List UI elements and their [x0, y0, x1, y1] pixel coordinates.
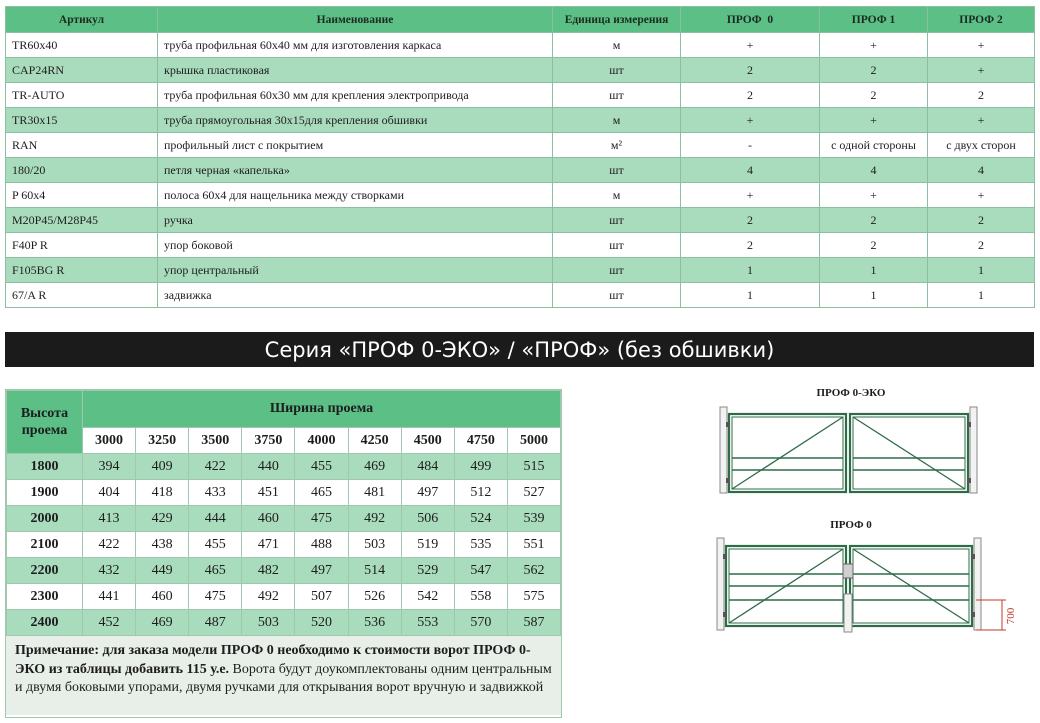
width-value: 3250	[136, 428, 189, 454]
price-cell: 503	[242, 610, 295, 636]
price-row	[7, 610, 561, 636]
height-header-line1: Высота	[20, 406, 69, 421]
gate-latch	[843, 564, 853, 578]
spec-value-cell: +	[681, 183, 820, 208]
price-cell: 570	[454, 610, 507, 636]
price-cell: 465	[295, 480, 348, 506]
spec-name-cell: крышка пластиковая	[158, 58, 553, 83]
gate-drawing-prof0-eko	[716, 402, 986, 497]
spec-header-cell: Наименование	[158, 7, 553, 33]
spec-value-cell: шт	[553, 283, 681, 308]
price-cell: 452	[83, 610, 136, 636]
price-cell: 535	[454, 532, 507, 558]
price-cell: 465	[189, 558, 242, 584]
price-cell: 503	[348, 532, 401, 558]
spec-row	[6, 258, 1035, 283]
price-cell: 514	[348, 558, 401, 584]
price-cell: 497	[401, 480, 454, 506]
spec-name-cell: задвижка	[158, 283, 553, 308]
spec-table	[5, 6, 1035, 308]
spec-value-cell: +	[820, 183, 928, 208]
spec-value-cell: +	[681, 108, 820, 133]
price-cell: 488	[295, 532, 348, 558]
spec-article-cell: TR60x40	[6, 33, 158, 58]
height-value: 2400	[7, 610, 83, 636]
spec-row	[6, 183, 1035, 208]
series-banner: Серия «ПРОФ 0-ЭКО» / «ПРОФ» (без обшивки)	[5, 332, 1034, 367]
price-cell: 455	[295, 454, 348, 480]
price-cell: 536	[348, 610, 401, 636]
height-value: 1800	[7, 454, 83, 480]
price-cell: 444	[189, 506, 242, 532]
price-cell: 484	[401, 454, 454, 480]
width-value: 3500	[189, 428, 242, 454]
price-cell: 515	[507, 454, 560, 480]
price-cell: 575	[507, 584, 560, 610]
gate-drawing-prof0	[708, 534, 1028, 639]
spec-name-cell: ручка	[158, 208, 553, 233]
price-cell: 440	[242, 454, 295, 480]
price-cell: 394	[83, 454, 136, 480]
price-cell: 512	[454, 480, 507, 506]
right-post	[970, 407, 977, 493]
spec-article-cell: P 60x4	[6, 183, 158, 208]
spec-article-cell: CAP24RN	[6, 58, 158, 83]
price-cell: 422	[189, 454, 242, 480]
height-value: 2300	[7, 584, 83, 610]
spec-value-cell: +	[820, 33, 928, 58]
spec-article-cell: TR-AUTO	[6, 83, 158, 108]
price-row	[7, 584, 561, 610]
height-value: 1900	[7, 480, 83, 506]
spec-value-cell: 4	[820, 158, 928, 183]
spec-header-cell: ПРОФ 1	[820, 7, 928, 33]
price-cell: 520	[295, 610, 348, 636]
spec-value-cell: 1	[820, 258, 928, 283]
price-cell: 482	[242, 558, 295, 584]
spec-row	[6, 83, 1035, 108]
spec-row	[6, 233, 1035, 258]
spec-value-cell: +	[681, 33, 820, 58]
price-cell: 455	[189, 532, 242, 558]
spec-value-cell: м²	[553, 133, 681, 158]
price-cell: 449	[136, 558, 189, 584]
left-post	[717, 538, 724, 630]
spec-value-cell: 2	[681, 83, 820, 108]
price-cell: 562	[507, 558, 560, 584]
price-cell: 432	[83, 558, 136, 584]
height-value: 2100	[7, 532, 83, 558]
spec-name-cell: труба профильная 60х30 мм для крепления электропривода	[158, 83, 553, 108]
spec-value-cell: 2	[681, 58, 820, 83]
width-value: 4750	[454, 428, 507, 454]
right-post	[974, 538, 981, 630]
spec-value-cell: +	[820, 108, 928, 133]
price-row	[7, 558, 561, 584]
spec-value-cell: 1	[928, 283, 1035, 308]
spec-name-cell: труба прямоугольная 30х15для крепления обшивки	[158, 108, 553, 133]
note-text: Ворота будут доукомплектованы одним центральным и двумя боковыми упорами, двумя ручками для открывания ворот вручную и задвижкой	[15, 661, 552, 695]
spec-value-cell: 2	[820, 58, 928, 83]
price-panel	[5, 389, 562, 718]
spec-row	[6, 133, 1035, 158]
spec-value-cell: 2	[681, 233, 820, 258]
spec-article-cell: F105BG R	[6, 258, 158, 283]
spec-header-cell: Артикул	[6, 7, 158, 33]
spec-value-cell: шт	[553, 208, 681, 233]
spec-article-cell: TR30x15	[6, 108, 158, 133]
spec-value-cell: шт	[553, 158, 681, 183]
spec-value-cell: 2	[681, 208, 820, 233]
price-cell: 460	[242, 506, 295, 532]
spec-value-cell: +	[928, 183, 1035, 208]
spec-value-cell: 1	[681, 283, 820, 308]
spec-value-cell: 2	[928, 233, 1035, 258]
price-cell: 469	[348, 454, 401, 480]
spec-name-cell: упор боковой	[158, 233, 553, 258]
price-cell: 469	[136, 610, 189, 636]
price-note	[6, 636, 561, 715]
price-cell: 492	[348, 506, 401, 532]
spec-value-cell: м	[553, 108, 681, 133]
price-cell: 460	[136, 584, 189, 610]
price-cell: 524	[454, 506, 507, 532]
spec-value-cell: 4	[928, 158, 1035, 183]
height-value: 2200	[7, 558, 83, 584]
price-cell: 529	[401, 558, 454, 584]
price-cell: 547	[454, 558, 507, 584]
price-cell: 506	[401, 506, 454, 532]
price-cell: 471	[242, 532, 295, 558]
spec-header-cell: ПРОФ 0	[681, 7, 820, 33]
spec-value-cell: 2	[820, 233, 928, 258]
price-cell: 539	[507, 506, 560, 532]
spec-value-cell: 4	[681, 158, 820, 183]
spec-value-cell: +	[928, 33, 1035, 58]
spec-header-cell: ПРОФ 2	[928, 7, 1035, 33]
spec-name-cell: упор центральный	[158, 258, 553, 283]
spec-value-cell: 1	[928, 258, 1035, 283]
price-cell: 527	[507, 480, 560, 506]
price-cell: 429	[136, 506, 189, 532]
price-row	[7, 454, 561, 480]
price-cell: 433	[189, 480, 242, 506]
spec-row	[6, 283, 1035, 308]
spec-value-cell: -	[681, 133, 820, 158]
spec-row	[6, 58, 1035, 83]
width-value: 4250	[348, 428, 401, 454]
price-cell: 558	[454, 584, 507, 610]
height-header-line2: проема	[21, 423, 68, 438]
spec-article-cell: M20P45/M28P45	[6, 208, 158, 233]
price-cell: 481	[348, 480, 401, 506]
spec-value-cell: с одной стороны	[820, 133, 928, 158]
price-cell: 451	[242, 480, 295, 506]
price-table	[6, 390, 561, 636]
price-cell: 526	[348, 584, 401, 610]
height-value: 2000	[7, 506, 83, 532]
spec-row	[6, 158, 1035, 183]
price-row	[7, 480, 561, 506]
drawing-title-prof0: ПРОФ 0	[830, 519, 872, 531]
price-cell: 441	[83, 584, 136, 610]
left-post	[720, 407, 727, 493]
price-row	[7, 532, 561, 558]
price-cell: 519	[401, 532, 454, 558]
spec-name-cell: петля черная «капелька»	[158, 158, 553, 183]
price-cell: 551	[507, 532, 560, 558]
spec-value-cell: шт	[553, 258, 681, 283]
price-cell: 404	[83, 480, 136, 506]
spec-value-cell: шт	[553, 58, 681, 83]
height-header	[7, 391, 83, 454]
price-cell: 422	[83, 532, 136, 558]
spec-value-cell: с двух сторон	[928, 133, 1035, 158]
spec-row	[6, 108, 1035, 133]
price-cell: 487	[189, 610, 242, 636]
drawing-title-prof0-eko: ПРОФ 0-ЭКО	[816, 387, 886, 399]
price-cell: 413	[83, 506, 136, 532]
spec-name-cell: профильный лист с покрытием	[158, 133, 553, 158]
spec-value-cell: шт	[553, 233, 681, 258]
spec-name-cell: труба профильная 60х40 мм для изготовления каркаса	[158, 33, 553, 58]
price-row	[7, 506, 561, 532]
spec-value-cell: 2	[820, 208, 928, 233]
spec-value-cell: шт	[553, 83, 681, 108]
width-value: 4500	[401, 428, 454, 454]
spec-article-cell: F40P R	[6, 233, 158, 258]
spec-value-cell: м	[553, 183, 681, 208]
spec-row	[6, 208, 1035, 233]
spec-value-cell: 2	[928, 83, 1035, 108]
width-value: 3750	[242, 428, 295, 454]
width-value: 4000	[295, 428, 348, 454]
price-cell: 418	[136, 480, 189, 506]
price-cell: 542	[401, 584, 454, 610]
spec-value-cell: 1	[681, 258, 820, 283]
width-header: Ширина проема	[83, 391, 561, 428]
price-cell: 492	[242, 584, 295, 610]
spec-header-cell: Единица измерения	[553, 7, 681, 33]
price-cell: 438	[136, 532, 189, 558]
width-value: 3000	[83, 428, 136, 454]
width-value: 5000	[507, 428, 560, 454]
spec-value-cell: м	[553, 33, 681, 58]
spec-value-cell: +	[928, 108, 1035, 133]
price-cell: 475	[189, 584, 242, 610]
price-cell: 475	[295, 506, 348, 532]
width-values-row	[7, 428, 561, 454]
price-cell: 497	[295, 558, 348, 584]
spec-value-cell: 2	[820, 83, 928, 108]
center-stop	[844, 594, 852, 632]
price-cell: 409	[136, 454, 189, 480]
price-cell: 587	[507, 610, 560, 636]
spec-value-cell: 1	[820, 283, 928, 308]
dimension-label: 700	[1005, 607, 1017, 625]
spec-value-cell: +	[928, 58, 1035, 83]
price-cell: 553	[401, 610, 454, 636]
price-cell: 499	[454, 454, 507, 480]
spec-article-cell: 180/20	[6, 158, 158, 183]
price-cell: 507	[295, 584, 348, 610]
spec-row	[6, 33, 1035, 58]
spec-value-cell: 2	[928, 208, 1035, 233]
spec-header-row	[6, 7, 1035, 33]
spec-article-cell: 67/A R	[6, 283, 158, 308]
spec-article-cell: RAN	[6, 133, 158, 158]
note-bold: Примечание: для заказа модели ПРОФ 0 необходимо к стоимости ворот ПРОФ 0-ЭКО из таблицы добавить 115 у.е.	[15, 643, 531, 677]
spec-name-cell: полоса 60х4 для нащельника между створками	[158, 183, 553, 208]
